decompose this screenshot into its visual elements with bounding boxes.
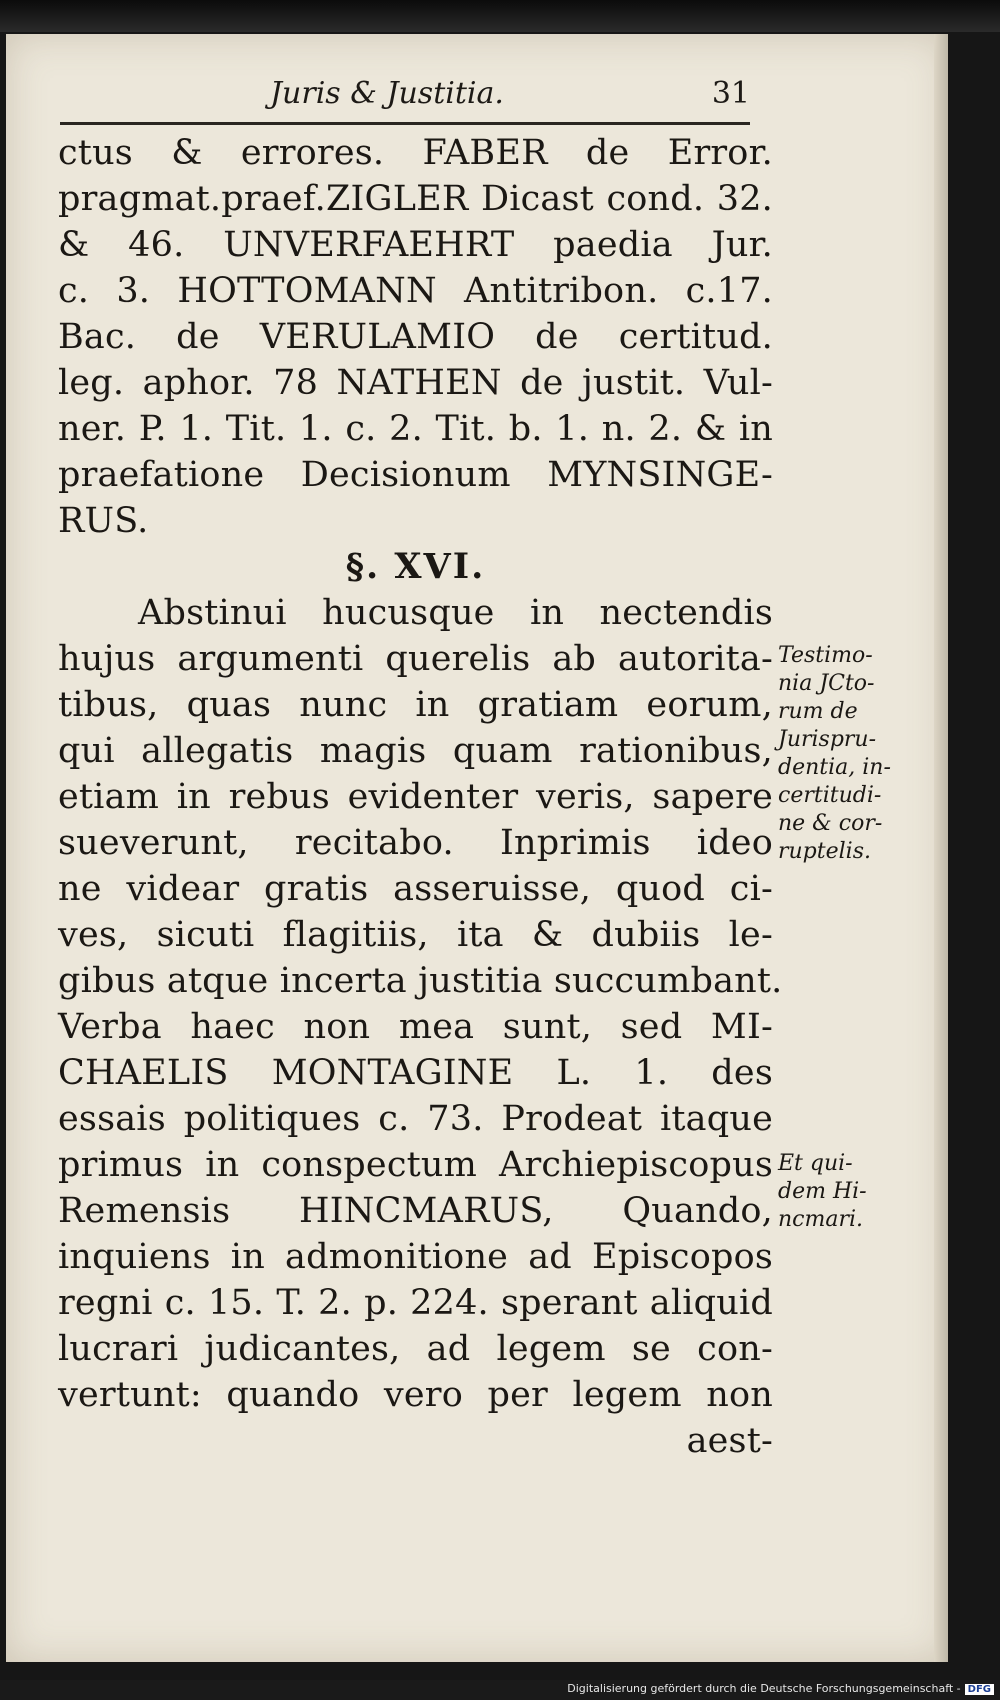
- credit-text: Digitalisierung gefördert durch die Deutsche Forschungsgemeinschaft -: [567, 1682, 961, 1695]
- text-line: leg. aphor. 78 NATHEN de justit. Vul-: [58, 363, 773, 403]
- running-title: Juris & Justitia.: [270, 76, 504, 111]
- margin-note-hincmari: [778, 1150, 898, 1234]
- running-header: [60, 76, 750, 136]
- catchword: aest-: [686, 1421, 773, 1461]
- digitization-credit: [567, 1682, 994, 1695]
- body-text: [58, 130, 783, 1464]
- margin-note-line: Et qui-: [778, 1151, 853, 1176]
- text-line: c. 3. HOTTOMANN Antitribon. c.17.: [58, 271, 773, 311]
- text-line: pragmat.praef.ZIGLER Dicast cond. 32.: [58, 179, 773, 219]
- text-line: primus in conspectum Archiepiscopus: [58, 1145, 773, 1185]
- text-line: Bac. de VERULAMIO de certitud.: [58, 317, 773, 357]
- text-line: ner. P. 1. Tit. 1. c. 2. Tit. b. 1. n. 2. & in: [58, 409, 773, 449]
- text-line: RUS.: [58, 501, 149, 541]
- text-line: sueverunt, recitabo. Inprimis ideo: [58, 823, 773, 863]
- margin-note-line: Testimo-: [778, 643, 873, 668]
- text-line: & 46. UNVERFAEHRT paedia Jur.: [58, 225, 773, 265]
- margin-note-testimonia: [778, 642, 898, 866]
- text-line: ves, sicuti flagitiis, ita & dubiis le-: [58, 915, 773, 955]
- text-line: vertunt: quando vero per legem non: [58, 1375, 773, 1415]
- text-line: hujus argumenti querelis ab autorita-: [58, 639, 773, 679]
- text-line: Remensis HINCMARUS, Quando,: [58, 1191, 773, 1231]
- page-number: 31: [711, 76, 750, 111]
- page-edge: [934, 34, 948, 1662]
- text-line: gibus atque incerta justitia succumbant.: [58, 961, 783, 1001]
- text-line: tibus, quas nunc in gratiam eorum,: [58, 685, 773, 725]
- text-line: praefatione Decisionum MYNSINGE-: [58, 455, 773, 495]
- margin-note-line: Jurispru-: [778, 727, 877, 752]
- text-line: etiam in rebus evidenter veris, sapere: [58, 777, 773, 817]
- margin-note-line: ne & cor-: [778, 811, 883, 836]
- section-heading: §. XVI.: [345, 546, 486, 587]
- text-line: qui allegatis magis quam rationibus,: [58, 731, 773, 771]
- text-line: Abstinui hucusque in nectendis: [138, 593, 773, 633]
- margin-note-line: dentia, in-: [778, 755, 891, 780]
- text-line: CHAELIS MONTAGINE L. 1. des: [58, 1053, 773, 1093]
- margin-note-line: certitudi-: [778, 783, 882, 808]
- text-line: Verba haec non mea sunt, sed MI-: [58, 1007, 773, 1047]
- margin-note-line: dem Hi-: [778, 1179, 867, 1204]
- dfg-logo: DFG: [965, 1684, 994, 1695]
- scan-top-border: [0, 0, 1000, 32]
- margin-note-line: nia JCto-: [778, 671, 875, 696]
- header-rule: [60, 122, 750, 125]
- text-line: inquiens in admonitione ad Episcopos: [58, 1237, 773, 1277]
- margin-note-line: ruptelis.: [778, 839, 871, 864]
- text-line: lucrari judicantes, ad legem se con-: [58, 1329, 773, 1369]
- margin-note-line: ncmari.: [778, 1207, 864, 1232]
- text-line: ctus & errores. FABER de Error.: [58, 133, 773, 173]
- margin-note-line: rum de: [778, 699, 858, 724]
- text-line: regni c. 15. T. 2. p. 224. sperant aliquid: [58, 1283, 773, 1323]
- text-line: ne videar gratis asseruisse, quod ci-: [58, 869, 773, 909]
- text-line: essais politiques c. 73. Prodeat itaque: [58, 1099, 773, 1139]
